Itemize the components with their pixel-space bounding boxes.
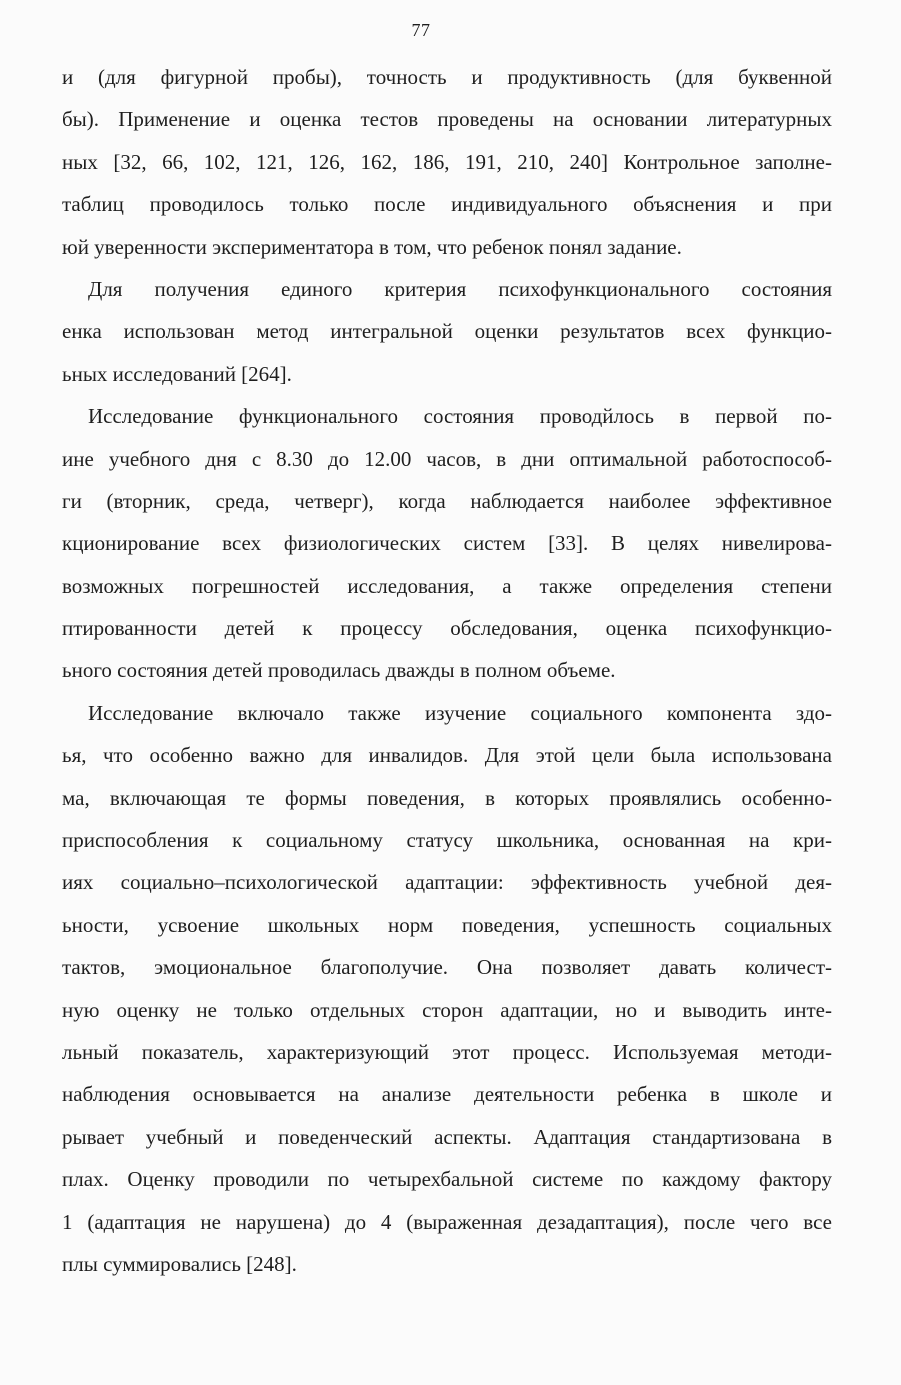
text-line: юй уверенности экспериментатора в том, что ребенок понял задание. — [62, 234, 682, 259]
paragraph-2 — [62, 268, 832, 395]
text-line: ма, включающая те формы поведения, в которых проявлялись особенно- — [62, 785, 832, 810]
text-line: возможных погрешностей исследования, а также определения степени — [62, 573, 832, 598]
text-line: и (для фигурной пробы), точность и продуктивность (для буквенной — [62, 65, 832, 89]
text-line: 1 (адаптация не нарушена) до 4 (выраженная дезадаптация), после чего все — [62, 1209, 832, 1234]
text-line: Для получения единого критерия психофункционального состояния — [88, 276, 832, 301]
text-line: льный показатель, характеризующий этот процесс. Используемая методи- — [62, 1039, 832, 1064]
text-line: иях социально–психологической адаптации: эффективность учебной дея- — [62, 870, 832, 895]
text-line: ьного состояния детей проводилась дважды в полном объеме. — [62, 658, 616, 683]
text-line: ине учебного дня с 8.30 до 12.00 часов, в дни оптимальной работоспособ- — [62, 446, 832, 471]
text-line: кционирование всех физиологических систем [33]. В целях нивелирова- — [62, 531, 832, 556]
text-line: приспособления к социальному статусу школьника, основанная на кри- — [62, 828, 832, 853]
body-text — [62, 56, 832, 1285]
paragraph-3 — [62, 395, 832, 692]
page-number: 77 — [411, 20, 431, 40]
text-line: наблюдения основывается на анализе деятельности ребенка в школе и — [62, 1082, 832, 1107]
text-line: таблиц проводилось только после индивидуального объяснения и при — [62, 192, 832, 217]
text-line: ных [32, 66, 102, 121, 126, 162, 186, 191, 210, 240] Контрольное заполне- — [62, 149, 832, 174]
text-line: ги (вторник, среда, четверг), когда наблюдается наиболее эффективное — [62, 488, 832, 513]
text-line: ную оценку не только отдельных сторон адаптации, но и выводить инте- — [62, 997, 832, 1022]
text-line: Исследование функционального состояния проводйлось в первой по- — [88, 404, 832, 429]
text-line: ьных исследований [264]. — [62, 361, 292, 386]
text-line: рывает учебный и поведенческий аспекты. Адаптация стандартизована в — [62, 1124, 832, 1149]
text-line: плах. Оценку проводили по четырехбальной системе по каждому фактору — [62, 1167, 832, 1192]
text-line: енка использован метод интегральной оценки результатов всех функцио- — [62, 319, 832, 344]
text-line: ья, что особенно важно для инвалидов. Для этой цели была использована — [62, 743, 832, 768]
text-line: птированности детей к процессу обследования, оценка психофункцио- — [62, 616, 832, 641]
paragraph-1 — [62, 56, 832, 268]
text-line: Исследование включало также изучение социального компонента здо- — [88, 700, 832, 725]
paragraph-4 — [62, 692, 832, 1285]
text-line: плы суммировались [248]. — [62, 1251, 297, 1276]
text-line: ьности, усвоение школьных норм поведения, успешность социальных — [62, 912, 832, 937]
text-line: бы). Применение и оценка тестов проведены на основании литературных — [62, 107, 832, 132]
text-line: тактов, эмоциональное благополучие. Она позволяет давать количест- — [62, 955, 832, 980]
